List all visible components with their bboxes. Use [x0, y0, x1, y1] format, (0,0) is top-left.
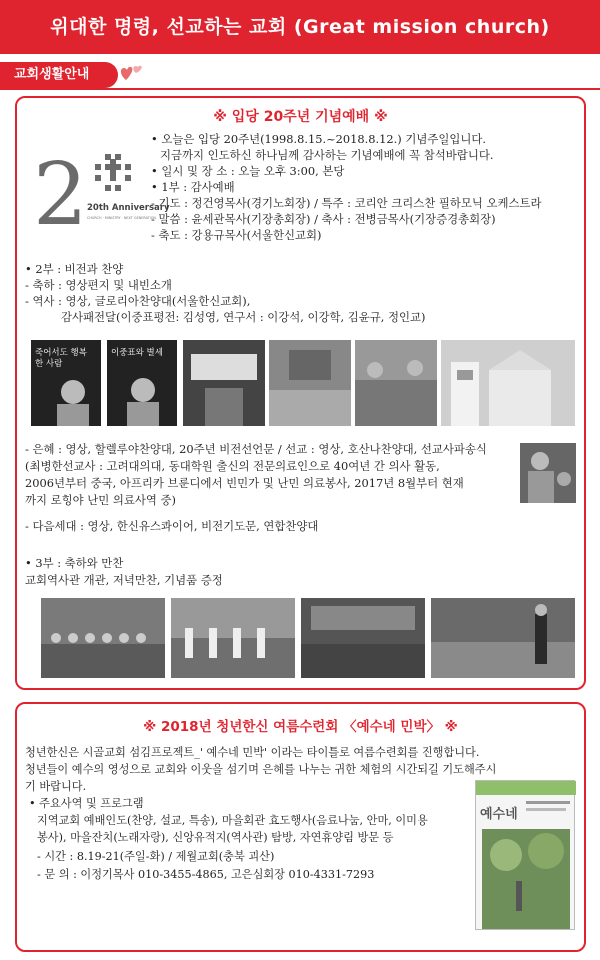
missionary-photo	[520, 443, 576, 503]
orchestra-photo	[301, 598, 425, 678]
choir-photo	[41, 598, 165, 678]
part2-line: 감사패전달(이중표평전: 김성영, 연구서 : 이강석, 이강학, 김윤규, 정인교)	[61, 310, 426, 324]
part3-line: 교회역사관 개관, 저녁만찬, 기념품 증정	[25, 573, 223, 587]
retreat-line: 청년한신은 시골교회 섬김프로젝트_' 예수네 민박' 이라는 타이틀로 여름수련회를 진행합니다.	[25, 746, 480, 759]
page-banner: 위대한 명령, 선교하는 교회 (Great mission church)	[0, 0, 600, 54]
retreat-line: - 문 의 : 이정기목사 010-3455-4865, 고은심회장 010-4331-7293	[37, 868, 375, 881]
retreat-poster	[475, 780, 575, 930]
logo-caption: 20th Anniversary	[87, 203, 170, 213]
congregation-photo	[269, 340, 351, 426]
poster-title: 예수네	[480, 807, 518, 822]
intro-line: - 축도 : 강용규목사(서울한신교회)	[151, 228, 322, 242]
grace-line: 2006년부터 중국, 아프리카 브룬디에서 빈민가 및 난민 의료봉사, 2017년 8월부터 현재	[25, 476, 464, 490]
anniversary-logo	[33, 145, 170, 245]
worship-photo	[431, 598, 575, 678]
portrait-icon	[31, 340, 101, 426]
retreat-line: • 주요사역 및 프로그램	[29, 797, 144, 810]
retreat-title: ※ 2018년 청년한신 여름수련회 〈예수네 민박〉 ※	[143, 719, 458, 735]
grace-line: - 은혜 : 영상, 할렐루야찬양대, 20주년 비전선언문 / 선교 : 영상, 호산나찬양대, 선교사파송식	[25, 442, 487, 456]
portrait-icon	[107, 340, 177, 426]
part2-line: - 축하 : 영상편지 및 내빈소개	[25, 278, 172, 292]
poster-artwork	[476, 781, 576, 931]
anniversary-box	[15, 96, 586, 690]
retreat-line: - 시간 : 8.19-21(주일-화) / 제월교회(충북 괴산)	[37, 850, 275, 863]
crowd-photo	[355, 340, 437, 426]
book-cover-photo	[107, 340, 177, 426]
book-title: 죽어서도 행복한 사람	[35, 348, 87, 369]
hearts-icon	[118, 60, 144, 84]
sanctuary-photo	[183, 340, 265, 426]
part3-line: • 3부 : 축하와 만찬	[25, 556, 124, 570]
retreat-box	[15, 702, 586, 952]
section-tab: 교회생활안내	[0, 62, 118, 88]
intro-line: - 말씀 : 윤세관목사(기장총회장) / 축사 : 전병금목사(기장증경총회장)	[151, 212, 496, 226]
next-gen-line: - 다음세대 : 영상, 한신유스콰이어, 비전기도문, 연합찬양대	[25, 519, 319, 533]
logo-subcaption: CHURCH · MINISTRY · NEXT GENERATION	[87, 216, 156, 220]
intro-line: - 기도 : 정건영목사(경기노회장) / 특주 : 코리안 크리스찬 필하모닉 오케스트라	[151, 196, 542, 210]
section-divider	[0, 88, 600, 90]
intro-line: 지금까지 인도하신 하나님께 감사하는 기념예배에 꼭 참석바랍니다.	[160, 148, 494, 162]
church-building-photo	[441, 340, 575, 426]
intro-line: • 오늘은 입당 20주년(1998.8.15.~2018.8.12.) 기념주일입니다.	[151, 132, 486, 146]
anniversary-title: ※ 입당 20주년 기념예배 ※	[213, 109, 388, 125]
grace-line: (최병한선교사 : 고려대의대, 동대학원 출신의 전문의료인으로 40여년 간 의사 활동,	[25, 459, 440, 473]
cross-emblem-icon	[95, 154, 131, 191]
part2-line: - 역사 : 영상, 글로리아찬양대(서울한신교회),	[25, 294, 251, 308]
retreat-line: 봉사), 마을잔치(노래자랑), 신앙유적지(역사관) 탐방, 자연휴양림 방문 등	[37, 831, 394, 844]
part2-line: • 2부 : 비전과 찬양	[25, 262, 124, 276]
grace-line: 까지 로힝야 난민 의료사역 중)	[25, 493, 176, 507]
book-cover-photo	[31, 340, 101, 426]
retreat-line: 지역교회 예배인도(찬양, 설교, 특송), 마을회관 효도행사(음료나눔, 안마, 이미용	[37, 814, 428, 827]
retreat-line: 기 바랍니다.	[25, 780, 87, 793]
youth-choir-photo	[171, 598, 295, 678]
intro-line: • 일시 및 장 소 : 오늘 오후 3:00, 본당	[151, 164, 345, 178]
intro-line: • 1부 : 감사예배	[151, 180, 235, 194]
logo-digit: 2	[33, 145, 88, 245]
book-title: 이중표와 별세	[111, 348, 163, 358]
retreat-line: 청년들이 예수의 영성으로 교회와 이웃을 섬기며 은혜를 나누는 귀한 체험의 시간되길 기도해주시	[25, 763, 497, 776]
